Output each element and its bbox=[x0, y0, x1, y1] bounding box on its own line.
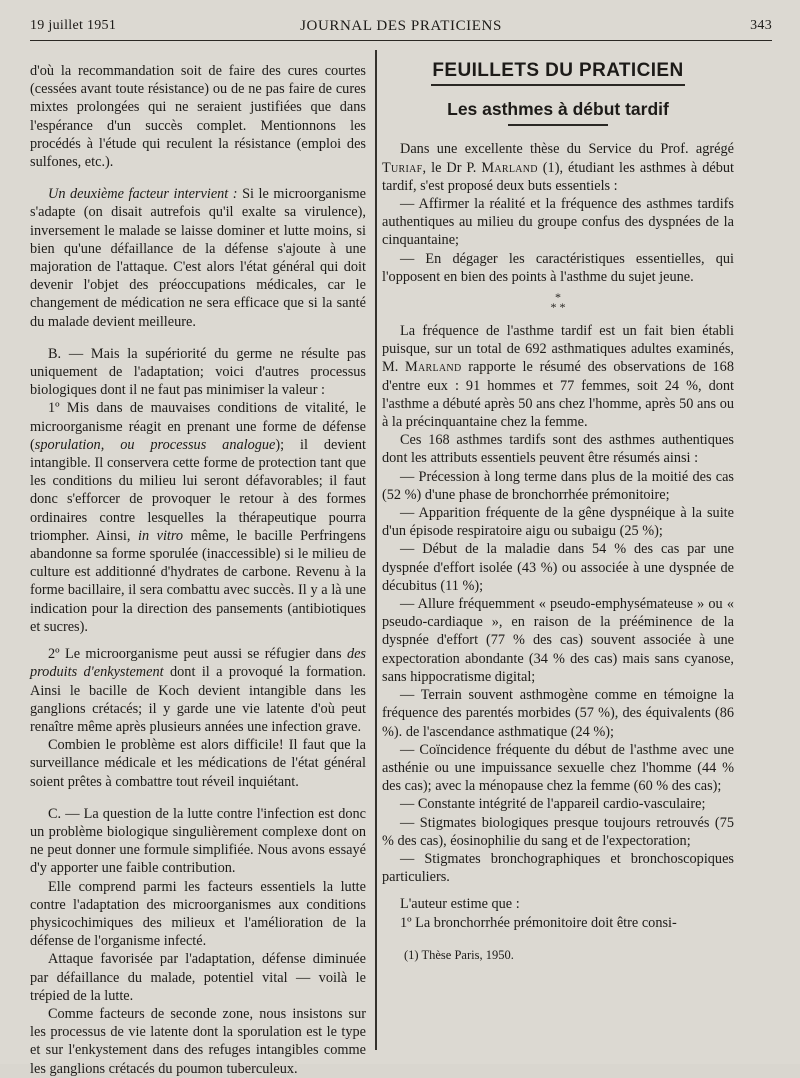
paragraph-auteur: L'auteur estime que : bbox=[400, 896, 520, 913]
paragraph-elle-comprend: Elle comprend parmi les facteurs essentiels la lutte contre l'adaptation des microorganismes aux conditions physicochimiques des milieux et l'amélioration de la défense de l'organisme infecté. bbox=[30, 878, 366, 950]
section-title: FEUILLETS DU PRATICIEN bbox=[382, 62, 734, 86]
paragraph-recommandation: d'où la recommandation soit de faire des cures courtes (cessées avant toute résistance) ou de ne pas faire de cures mixtes prolongées qui ne seraient justifiées que dans l'espérance d'un succès complet. Mentionnons les procédés à l'étude qui reculent la résistance (emploi des sulfones, etc.). bbox=[30, 63, 366, 171]
left-column bbox=[30, 62, 366, 1078]
paragraph-deuxieme-facteur: Un deuxième facteur intervient : Si le microorganisme s'adapte (on disait autrefois qu'il exalte sa virulence), inversement le malade se laisse dominer et lutte moins, si bien qu'une défaillance de la défense s'ajoute à une majoration de l'attaque. C'est alors l'état général qui doit devenir l'objet des préoccupations médicales, car le changement de médication ne sera efficace que si la santé du malade devient meilleure. bbox=[30, 186, 366, 330]
section-break-stars: * * * bbox=[550, 290, 566, 315]
column-divider bbox=[375, 50, 377, 1050]
list-item: — Constante intégrité de l'appareil cardio-vasculaire; bbox=[400, 796, 706, 813]
paragraph-c: C. — La question de la lutte contre l'infection est donc un problème biologique singulièrement complexe dont on ne peut donner une formule simplifiée. Nous avons essayé d'y apporter une faible contribution. bbox=[30, 805, 366, 877]
section-underline bbox=[431, 84, 685, 86]
list-item: — Précession à long terme dans plus de la moitié des cas (52 %) d'une phase de bronchorrhée prémonitoire; bbox=[382, 468, 734, 503]
article-title: Les asthmes à début tardif bbox=[382, 100, 734, 126]
goal-item: — Affirmer la réalité et la fréquence des asthmes tardifs authentiques au milieu du groupe confus des dyspnées de la cinquantaine; bbox=[382, 196, 734, 249]
list-item: — Coïncidence fréquente du début de l'asthme avec une asthénie ou une impuissance sexuelle chez l'homme (44 % des cas); avec la ménopause chez la femme (60 % des cas); bbox=[382, 741, 734, 795]
paragraph-bronchorrhee: 1º La bronchorrhée prémonitoire doit être consi- bbox=[400, 914, 677, 931]
page-header bbox=[30, 14, 772, 41]
list-item: — Allure fréquemment « pseudo-emphysémateuse » ou « pseudo-cardiaque », en raison de la prééminence de la dyspnée d'effort (77 % des cas) souvent associée à une expectoration abondante (34 % des cas) mais sans cyanose, sans hippocratisme digital; bbox=[382, 596, 734, 685]
paragraph-point-2: 2º Le microorganisme peut aussi se réfugier dans des produits d'enkystement dont il a provoqué la formation. Ainsi le bacille de Koch devient intangible dans les ganglions crétacés; il y garde une vie latente d'où peut renaître même après plusieurs années une infection grave. bbox=[30, 646, 366, 735]
header-page-number: 343 bbox=[750, 18, 772, 33]
list-item: — Apparition fréquente de la gêne dyspnéique à la suite d'un épisode respiratoire aigu ou subaigu (25 %); bbox=[382, 505, 734, 540]
list-item: — Stigmates bronchographiques et bronchoscopiques particuliers. bbox=[382, 850, 734, 886]
goal-item: — En dégager les caractéristiques essentielles, qui l'opposent en bien des points à l'asthme du sujet jeune. bbox=[382, 250, 734, 285]
paragraph-ces-asthmes: Ces 168 asthmes tardifs sont des asthmes authentiques dont les attributs essentiels peuvent être résumés ainsi : bbox=[382, 432, 734, 467]
list-item: — Début de la maladie dans 54 % des cas par une dyspnée d'effort isolée (43 %) ou associée à une dyspnée de décubitus (11 %); bbox=[382, 541, 734, 594]
paragraph-b: B. — Mais la supériorité du germe ne résulte pas uniquement de l'adaptation; voici d'autres processus biologiques dont il ne faut pas minimiser la valeur : bbox=[30, 345, 366, 399]
list-item: — Stigmates biologiques presque toujours retrouvés (75 % des cas), éosinophilie du sang et de l'expectoration; bbox=[382, 814, 734, 849]
paragraph-frequence: La fréquence de l'asthme tardif est un fait bien établi puisque, sur un total de 692 asthmatiques adultes examinés, M. Marland rapporte le résumé des observations de 168 d'entre eux : 91 hommes et 77 femmes, soit 24 %, dont l'asthme a débuté après 50 ans chez l'homme, après 50 ans ou à la précinquantaine chez la femme. bbox=[382, 323, 734, 431]
paragraph-combien: Combien le problème est alors difficile! Il faut que la surveillance médicale et les médications de l'état général soient prêtes à combattre tout réveil inquiétant. bbox=[30, 737, 366, 790]
list-item: — Terrain souvent asthmogène comme en témoigne la fréquence des parentés morbides (57 %), des équivalents (86 %). de l'ascendance asthmatique (24 %); bbox=[382, 687, 734, 740]
paragraph-intro: Dans une excellente thèse du Service du Prof. agrégé Turiaf, le Dr P. Marland (1), étudiant les asthmes à début tardif, s'est proposé deux buts essentiels : bbox=[382, 141, 734, 194]
right-column bbox=[382, 62, 734, 964]
header-date: 19 juillet 1951 bbox=[30, 18, 117, 33]
paragraph-comme-facteurs: Comme facteurs de seconde zone, nous insistons sur les processus de vie latente dont la sporulation est le type et sur l'enkystement dans des refuges intangibles comme les ganglions crétacés du poumon tuberculeux. bbox=[30, 1005, 366, 1077]
paragraph-attaque: Attaque favorisée par l'adaptation, défense diminuée par défaillance du malade, potentiel vital — voilà le trépied de la lutte. bbox=[30, 951, 366, 1004]
paragraph-point-1: 1º Mis dans de mauvaises conditions de vitalité, le microorganisme réagit en prenant une forme de défense (sporulation, ou processus analogue); il devient intangible. Il conservera cette forme de protection tant que les conditions du milieu lui seront défavorables; il faut donc s'efforcer de provoquer le retour à des formes ordinaires contre lesquelles la thérapeutique pourra triompher. Ainsi, in vitro même, le bacille Perfringens abandonne sa forme sporulée (inaccessible) si le milieu de culture est additionné d'hydrates de carbone. Revenu à la forme bacillaire, il sera combattu avec succès. Il y a là une indication pour la direction des pansements (antibiotiques et sucres). bbox=[30, 400, 367, 635]
header-journal-title: JOURNAL DES PRATICIENS bbox=[300, 18, 502, 34]
footnote: (1) Thèse Paris, 1950. bbox=[404, 947, 514, 962]
italic-lead: Un deuxième facteur intervient : bbox=[48, 186, 238, 203]
